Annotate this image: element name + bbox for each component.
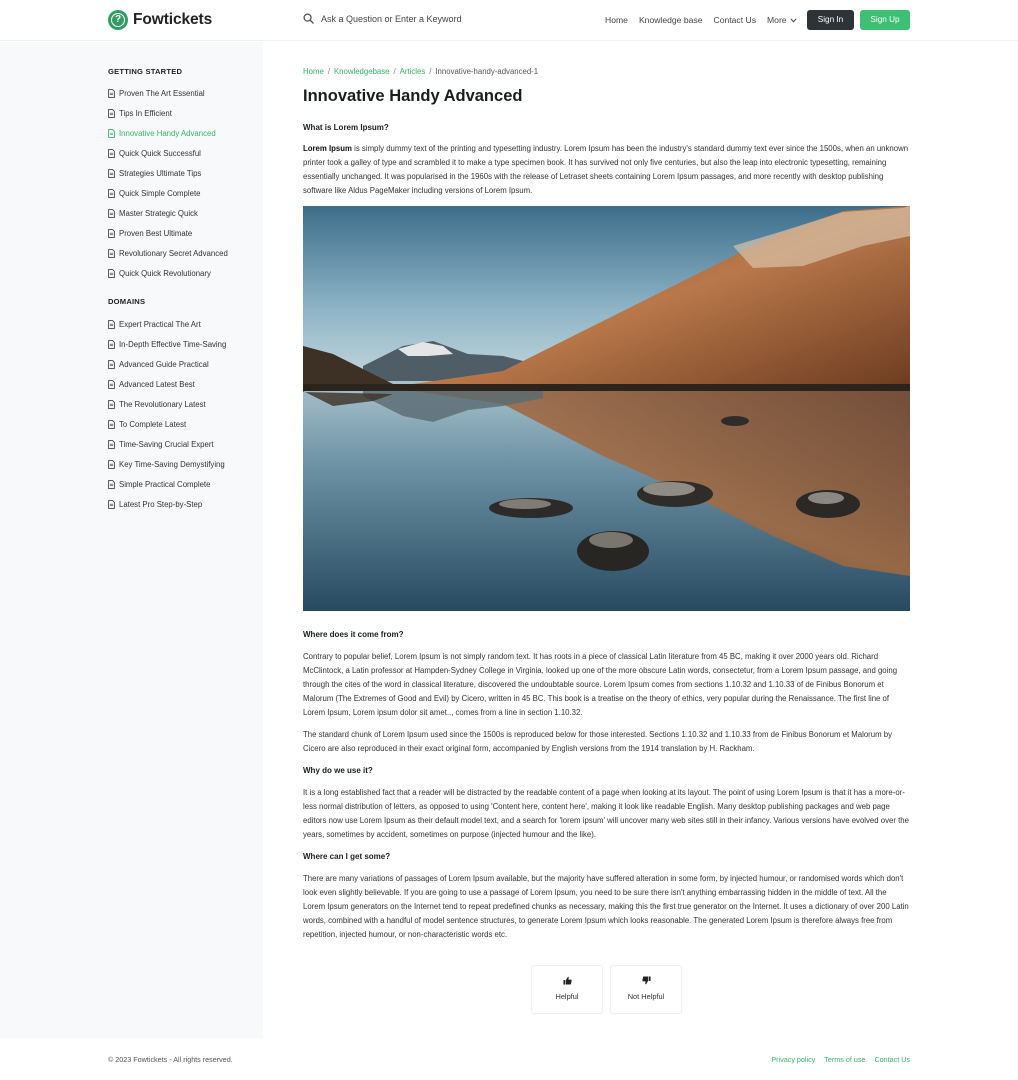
section-paragraph: It is a long established fact that a reader will be distracted by the readable content of a page when looking at its layout. The point of using Lorem Ipsum is that it has a more-or-less normal distribution of letters, as opposed to using 'Content here, content here', making it look like readable English. Many desktop publishing packages and web page editors now use Lorem Ipsum as their default model text, and a search for 'lorem ipsum' will uncover many web sites still in their infancy. Various versions have evolved over the years, sometimes by accident, sometimes on purpose (injected humour and the like). <box>303 788 909 839</box>
document-icon <box>108 149 115 158</box>
nav-contact-us[interactable]: Contact Us <box>713 15 756 25</box>
sidebar-item-simple-practical-complete[interactable] <box>108 480 210 489</box>
footer-links <box>762 1055 910 1064</box>
document-icon <box>108 440 115 449</box>
sidebar-item-label: Innovative Handy Advanced <box>119 128 216 138</box>
not-helpful-label: Not Helpful <box>627 992 665 1001</box>
sidebar-item-in-depth-effective-time-saving[interactable] <box>108 340 226 349</box>
sidebar-item-label: To Complete Latest <box>119 419 187 429</box>
sidebar-item-label: Tips In Efficient <box>119 109 172 118</box>
sidebar-item-proven-best-ultimate[interactable] <box>108 229 192 238</box>
thumbs-up-icon <box>563 976 572 985</box>
sign-up-button[interactable]: Sign Up <box>860 10 910 30</box>
sidebar-item-quick-simple-complete[interactable] <box>108 189 200 198</box>
breadcrumb-articles[interactable]: Articles <box>399 67 426 76</box>
breadcrumb-separator: / <box>429 67 432 76</box>
logo-glyph: ? <box>114 14 122 25</box>
document-icon <box>108 340 115 349</box>
document-icon <box>108 169 115 178</box>
sidebar-item-label: Proven The Art Essential <box>119 89 205 98</box>
document-icon <box>108 249 115 258</box>
lead-bold-text: Lorem Ipsum <box>303 144 352 153</box>
sidebar-item-label: Strategies Ultimate Tips <box>119 168 202 178</box>
section-heading: What is Lorem Ipsum? <box>303 123 389 132</box>
section-paragraph: Contrary to popular belief, Lorem Ipsum is not simply random text. It has roots in a piece of classical Latin literature from 45 BC, making it over 2000 years old. Richard McClintock, a Latin professor at Hampden-Sydney College in Virginia, looked up one of the more obscure Latin words, consectetur, from a Lorem Ipsum passage, and going through the cites of the word in classical literature, discovered the undoubtable source. Lorem Ipsum comes from sections 1.10.32 and 1.10.33 of de Finibus Bonorum et Malorum (The Extremes of Good and Evil) by Cicero, written in 45 BC. This book is a treatise on the theory of ethics, very popular during the Renaissance. The first line of Lorem Ipsum, Lorem ipsum dolor sit amet.., comes from a line in section 1.10.32. <box>303 652 898 717</box>
document-icon <box>108 269 115 278</box>
question-circle-icon <box>108 10 128 30</box>
sidebar-item-label: Expert Practical The Art <box>119 320 201 329</box>
sidebar-item-latest-pro-step-by-step[interactable] <box>108 500 202 509</box>
sidebar-item-time-saving-crucial-expert[interactable] <box>108 440 214 449</box>
sidebar-item-label: Latest Pro Step-by-Step <box>119 499 203 509</box>
document-icon <box>108 360 115 369</box>
nav-home[interactable]: Home <box>605 15 628 25</box>
document-icon <box>108 480 115 489</box>
sidebar-item-key-time-saving-demystifying[interactable] <box>108 460 225 469</box>
search-input[interactable] <box>321 14 521 24</box>
document-icon <box>108 320 115 329</box>
mountain-lake-reflection-image <box>303 206 910 611</box>
sidebar-item-quick-quick-successful[interactable] <box>108 149 201 158</box>
breadcrumb-separator: / <box>393 67 396 76</box>
document-icon <box>108 229 115 238</box>
document-icon <box>108 400 115 409</box>
not-helpful-button[interactable] <box>610 965 682 1014</box>
document-icon <box>108 109 115 118</box>
sidebar-item-label: The Revolutionary Latest <box>119 399 206 409</box>
sidebar-item-advanced-latest-best[interactable] <box>108 380 195 389</box>
helpful-button[interactable] <box>531 965 603 1014</box>
sidebar-item-master-strategic-quick[interactable] <box>108 209 198 218</box>
breadcrumb-separator: / <box>327 67 330 76</box>
chevron-down-icon <box>790 18 797 23</box>
sidebar-item-label: Master Strategic Quick <box>119 208 198 218</box>
sidebar-item-proven-the-art-essential[interactable] <box>108 89 205 98</box>
footer-link-contact-us[interactable]: Contact Us <box>874 1055 910 1064</box>
nav-more[interactable] <box>767 15 797 25</box>
document-icon <box>108 460 115 469</box>
sidebar-item-label: Advanced Guide Practical <box>119 359 209 369</box>
sidebar-item-quick-quick-revolutionary[interactable] <box>108 269 211 278</box>
sidebar-item-tips-in-efficient[interactable] <box>108 109 172 118</box>
sidebar-item-label: Revolutionary Secret Advanced <box>119 248 228 258</box>
section-heading: Where can I get some? <box>303 852 391 861</box>
section-paragraph: There are many variations of passages of Lorem Ipsum available, but the majority have suffered alteration in some form, by injected humour, or randomised words which don't look even slightly believable. If you are going to use a passage of Lorem Ipsum, you need to be sure there isn't anything embarrassing hidden in the middle of text. All the Lorem Ipsum generators on the Internet tend to repeat predefined chunks as necessary, making this the first true generator on the Internet. It uses a dictionary of over 200 Latin words, combined with a handful of model sentence structures, to generate Lorem Ipsum which looks reasonable. The generated Lorem Ipsum is therefore always free from repetition, injected humour, or non-characteristic words etc. <box>303 874 909 939</box>
sidebar-item-revolutionary-secret-advanced[interactable] <box>108 249 228 258</box>
sidebar-item-to-complete-latest[interactable] <box>108 420 186 429</box>
top-header <box>0 0 1018 41</box>
sidebar-item-advanced-guide-practical[interactable] <box>108 360 209 369</box>
footer-link-terms-of-use[interactable]: Terms of use <box>824 1055 866 1064</box>
document-icon <box>108 380 115 389</box>
sidebar-item-label: Key Time-Saving Demystifying <box>119 459 225 469</box>
document-icon <box>108 129 115 138</box>
sidebar-item-label: Proven Best Ultimate <box>119 228 193 238</box>
breadcrumb-knowledgebase[interactable]: Knowledgebase <box>333 67 390 76</box>
document-icon <box>108 209 115 218</box>
sidebar-item-innovative-handy-advanced[interactable] <box>108 129 216 138</box>
main-nav <box>605 15 808 25</box>
document-icon <box>108 189 115 198</box>
breadcrumb <box>303 67 538 76</box>
sidebar-heading-domains: DOMAINS <box>108 297 146 306</box>
sidebar-item-label: Quick Quick Successful <box>119 148 201 158</box>
footer-copyright: © 2023 Fowtickets - All rights reserved. <box>108 1055 233 1064</box>
paragraph-text: is simply dummy text of the printing and typesetting industry. Lorem Ipsum has been the industry's standard dummy text ever since the 1500s, when an unknown printer took a galley of type and scrambled it to make a type specimen book. It has survived not only five centuries, but also the leap into electronic typesetting, remaining essentially unchanged. It was popularised in the 1960s with the release of Letraset sheets containing Lorem Ipsum passages, and more recently with desktop publishing software like Aldus PageMaker including versions of Lorem Ipsum. <box>303 144 909 195</box>
breadcrumb-home[interactable]: Home <box>303 67 324 76</box>
sidebar-item-label: Simple Practical Complete <box>119 479 211 489</box>
section-heading: Where does it come from? <box>303 630 404 639</box>
section-heading: Why do we use it? <box>303 766 373 775</box>
brand-name: Fowtickets <box>133 11 213 28</box>
breadcrumb-current: Innovative-handy-advanced-1 <box>435 67 539 76</box>
nav-more-label: More <box>767 15 787 25</box>
sidebar-item-strategies-ultimate-tips[interactable] <box>108 169 201 178</box>
search-bar[interactable] <box>303 13 521 24</box>
nav-knowledge-base[interactable]: Knowledge base <box>638 15 703 25</box>
section-paragraph: The standard chunk of Lorem Ipsum used since the 1500s is reproduced below for those interested. Sections 1.10.32 and 1.10.33 from de Finibus Bonorum et Malorum by Cicero are also reproduced in their exact original form, accompanied by English versions from the 1914 translation by H. Rackham. <box>303 730 893 753</box>
search-icon <box>303 13 314 24</box>
sidebar-item-label: Time-Saving Crucial Expert <box>119 439 214 449</box>
sign-in-button[interactable]: Sign In <box>807 10 854 30</box>
document-icon <box>108 89 115 98</box>
section-paragraph <box>303 142 910 198</box>
sidebar-item-label: Quick Simple Complete <box>119 188 201 198</box>
sidebar-heading-getting-started: GETTING STARTED <box>108 67 183 76</box>
sidebar-item-label: Advanced Latest Best <box>119 379 195 389</box>
brand-logo[interactable] <box>108 10 212 30</box>
document-icon <box>108 420 115 429</box>
footer-link-privacy-policy[interactable]: Privacy policy <box>771 1055 816 1064</box>
sidebar-item-the-revolutionary-latest[interactable] <box>108 400 206 409</box>
page-title: Innovative Handy Advanced <box>303 87 523 105</box>
document-icon <box>108 500 115 509</box>
sidebar-item-label: In-Depth Effective Time-Saving <box>119 339 227 349</box>
helpful-label: Helpful <box>555 992 579 1001</box>
sidebar-item-expert-practical-the-art[interactable] <box>108 320 201 329</box>
sidebar-item-label: Quick Quick Revolutionary <box>119 268 211 278</box>
thumbs-down-icon <box>642 976 651 985</box>
